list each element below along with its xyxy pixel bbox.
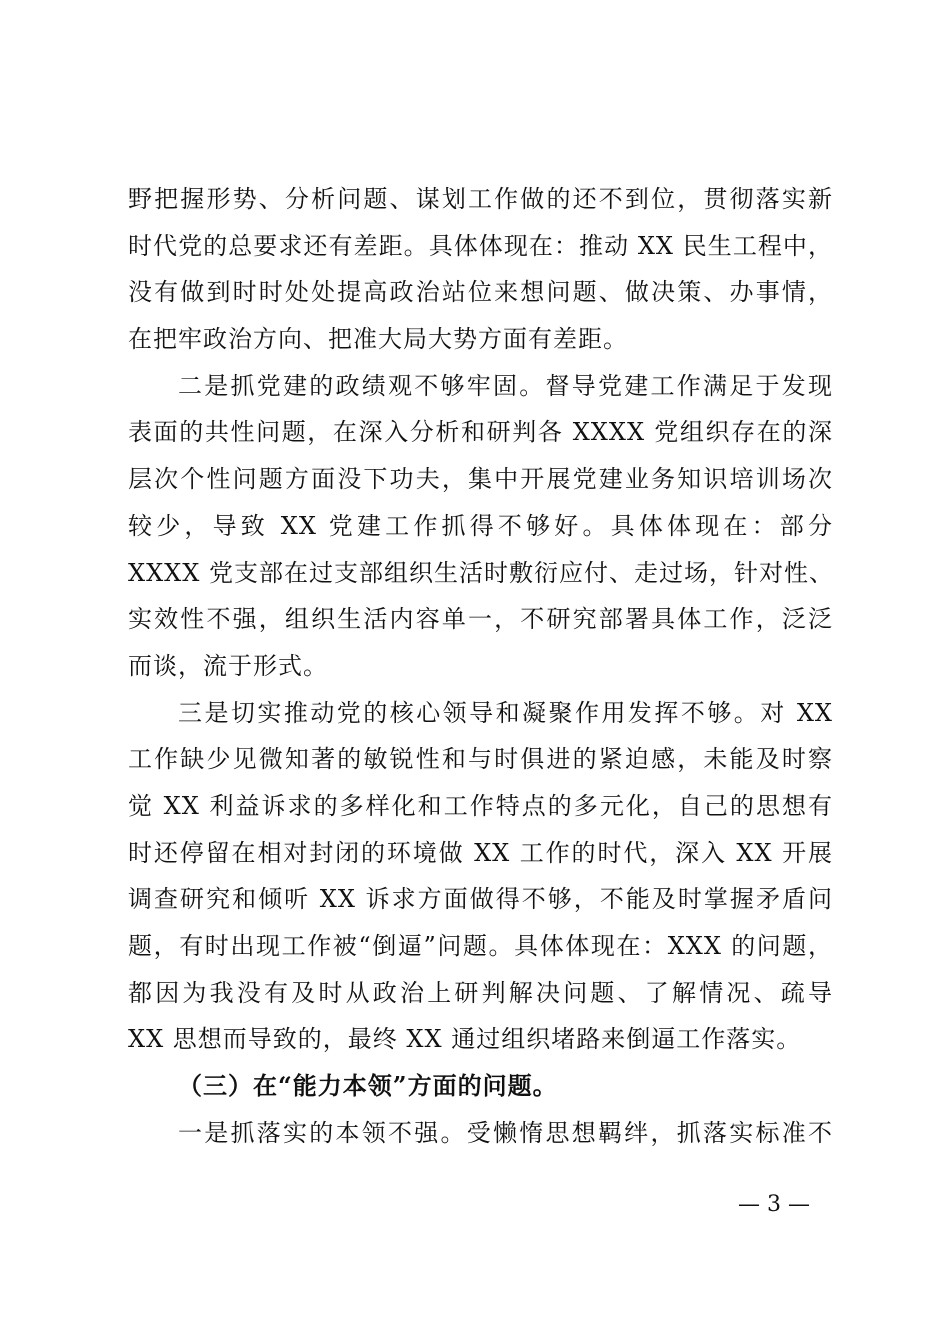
text-line: 时代党的总要求还有差距。具体体现在：推动 XX 民生工程中， (128, 231, 833, 260)
text-line: 没有做到时时处处提高政治站位来想问题、做决策、办事情， (128, 278, 833, 307)
text-line: 工作缺少见微知著的敏锐性和与时俱进的紧迫感，未能及时察 (128, 745, 833, 774)
page-number: — 3 — (738, 1192, 810, 1217)
text-line: XX 思想而导致的，最终 XX 通过组织堵路来倒逼工作落实。 (128, 1025, 802, 1054)
text-line: 而谈，流于形式。 (128, 651, 328, 680)
text-line: 题，有时出现工作被“倒逼”问题。具体体现在：XXX 的问题， (128, 932, 833, 960)
text-line: 在把牢政治方向、把准大局大势方面有差距。 (128, 325, 628, 354)
paragraph-start: 一是抓落实的本领不强。受懒惰思想羁绊，抓落实标准不 (178, 1118, 833, 1147)
body-text (128, 176, 833, 1156)
text-line: 时还停留在相对封闭的环境做 XX 工作的时代，深入 XX 开展 (128, 838, 833, 867)
text-line: 野把握形势、分析问题、谋划工作做的还不到位，贯彻落实新 (128, 185, 833, 213)
text-line: 都因为我没有及时从政治上研判解决问题、了解情况、疏导 (128, 978, 833, 1007)
text-line: 调查研究和倾听 XX 诉求方面做得不够，不能及时掌握矛盾问 (128, 885, 833, 914)
text-line: 实效性不强，组织生活内容单一，不研究部署具体工作，泛泛 (128, 605, 833, 634)
paragraph-start: 二是抓党建的政绩观不够牢固。督导党建工作满足于发现 (178, 371, 833, 400)
text-line: 表面的共性问题，在深入分析和研判各 XXXX 党组织存在的深 (128, 418, 833, 447)
text-line: 层次个性问题方面没下功夫，集中开展党建业务知识培训场次 (128, 465, 833, 494)
text-line: XXXX 党支部在过支部组织生活时敷衍应付、走过场，针对性、 (128, 558, 834, 587)
section-heading: （三）在“能力本领”方面的问题。 (178, 1071, 558, 1101)
text-line: 较少，导致 XX 党建工作抓得不够好。具体体现在：部分 (128, 511, 833, 540)
text-line: 觉 XX 利益诉求的多样化和工作特点的多元化，自己的思想有 (128, 791, 833, 820)
paragraph-start: 三是切实推动党的核心领导和凝聚作用发挥不够。对 XX (178, 698, 833, 727)
